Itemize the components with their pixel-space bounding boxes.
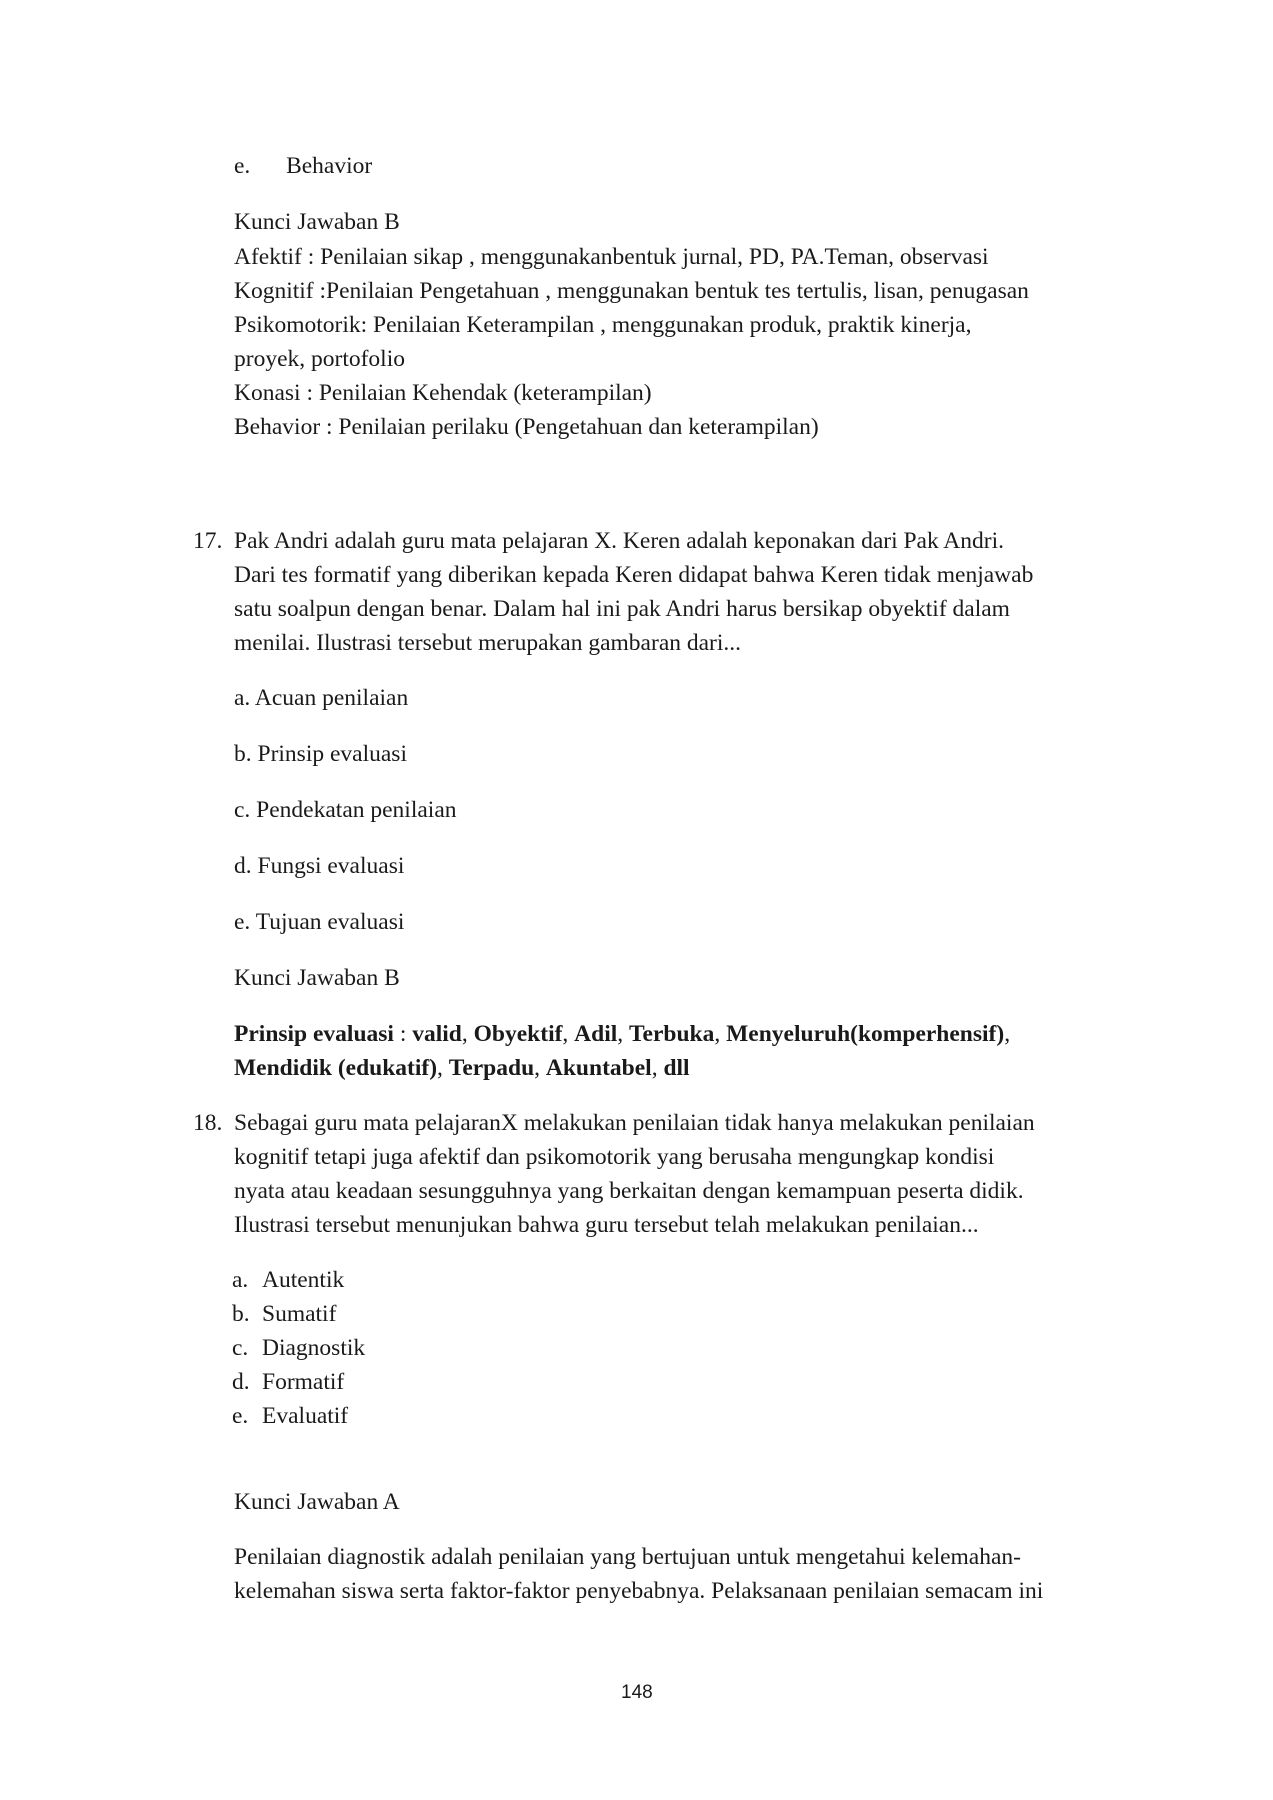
page-number: 148 xyxy=(621,1682,653,1703)
q18-options xyxy=(232,1263,365,1433)
explanation-line: Afektif : Penilaian sikap , menggunakanbentuk jurnal, PD, PA.Teman, observasi xyxy=(234,244,989,270)
q17-option-c: c. Pendekatan penilaian xyxy=(234,797,457,823)
question-line: Ilustrasi tersebut menunjukan bahwa guru tersebut telah melakukan penilaian... xyxy=(234,1212,979,1238)
q18-option-b: b. Sumatif xyxy=(232,1301,337,1327)
q18-option-a: a. Autentik xyxy=(232,1267,345,1293)
question-17-number: 17. xyxy=(193,528,223,554)
q18-option-c: c. Diagnostik xyxy=(232,1335,366,1361)
question-line: nyata atau keadaan sesungguhnya yang berkaitan dengan kemampuan peserta didik. xyxy=(234,1178,1024,1204)
q18-answer-key: Kunci Jawaban A xyxy=(234,1489,400,1515)
question-line: menilai. Ilustrasi tersebut merupakan gambaran dari... xyxy=(234,630,742,656)
explanation-line: Psikomotorik: Penilaian Keterampilan , menggunakan produk, praktik kinerja, xyxy=(234,312,972,338)
explanation-line: proyek, portofolio xyxy=(234,346,405,372)
question-18-text xyxy=(234,1106,1035,1242)
q17-option-a: a. Acuan penilaian xyxy=(234,685,409,711)
option-e-prev xyxy=(234,149,372,183)
question-line: kognitif tetapi juga afektif dan psikomotorik yang berusaha mengungkap kondisi xyxy=(234,1144,995,1170)
explanation-term: Prinsip evaluasi xyxy=(234,1021,394,1047)
question-18-number: 18. xyxy=(193,1110,223,1136)
question-line: Pak Andri adalah guru mata pelajaran X. Keren adalah keponakan dari Pak Andri. xyxy=(234,528,1005,554)
q17-answer-key: Kunci Jawaban B xyxy=(234,965,400,991)
question-line: Dari tes formatif yang diberikan kepada Keren didapat bahwa Keren tidak menjawab xyxy=(234,562,1034,588)
option-letter: e. xyxy=(234,153,251,179)
explanation-line: Kognitif :Penilaian Pengetahuan , menggunakan bentuk tes tertulis, lisan, penugasan xyxy=(234,278,1029,304)
q18-option-d: d. Formatif xyxy=(232,1369,345,1395)
q17-option-e: e. Tujuan evaluasi xyxy=(234,909,405,935)
explanation-line: Penilaian diagnostik adalah penilaian yang bertujuan untuk mengetahui kelemahan- xyxy=(234,1544,1021,1570)
explanation-line: Konasi : Penilaian Kehendak (keterampilan) xyxy=(234,380,652,406)
q17-option-b: b. Prinsip evaluasi xyxy=(234,741,407,767)
prev-explanation xyxy=(234,240,1029,444)
question-17-text xyxy=(234,524,1033,660)
explanation-line: kelemahan siswa serta faktor-faktor penyebabnya. Pelaksanaan penilaian semacam ini xyxy=(234,1578,1044,1604)
question-line: satu soalpun dengan benar. Dalam hal ini pak Andri harus bersikap obyektif dalam xyxy=(234,596,1010,622)
question-line: Sebagai guru mata pelajaranX melakukan penilaian tidak hanya melakukan penilaian xyxy=(234,1110,1035,1136)
q18-option-e: e. Evaluatif xyxy=(232,1403,349,1429)
answer-key-prev: Kunci Jawaban B xyxy=(234,209,400,235)
explanation-line-2: Mendidik (edukatif), Terpadu, Akuntabel, dll xyxy=(234,1055,690,1081)
explanation-line-1: Prinsip evaluasi : valid, Obyektif, Adil, Terbuka, Menyeluruh(komperhensif), xyxy=(234,1021,1011,1047)
explanation-line: Behavior : Penilaian perilaku (Pengetahuan dan keterampilan) xyxy=(234,414,819,440)
q18-explanation xyxy=(234,1540,1043,1608)
q17-explanation xyxy=(234,1017,1010,1085)
q17-option-d: d. Fungsi evaluasi xyxy=(234,853,405,879)
option-text: Behavior xyxy=(286,153,373,179)
